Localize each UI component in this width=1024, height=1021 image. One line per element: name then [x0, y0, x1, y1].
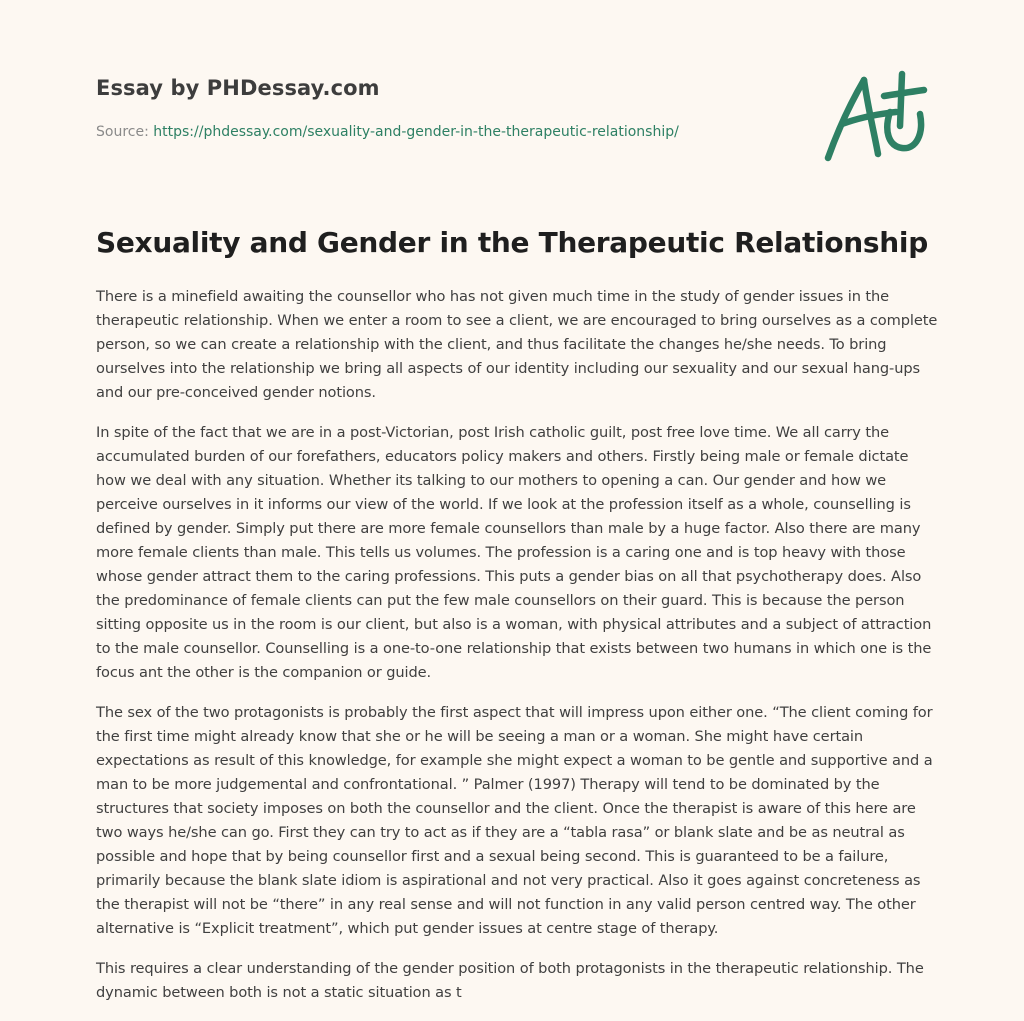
source-link[interactable]: https://phdessay.com/sexuality-and-gender-in-the-therapeutic-relationship/ [153, 124, 679, 140]
source-label: Source: [96, 124, 149, 140]
essay-paragraph: This requires a clear understanding of the gender position of both protagonists in the therapeutic relationship. The dynamic between both is not a static situation as t [96, 960, 924, 1001]
essay-body [96, 285, 941, 1021]
essay-paragraph: The sex of the two protagonists is probably the first aspect that will impress upon either one. “The client coming for the first time might already know that she or he will be seeing a man or a woman. She might have certain expectations as result of this knowledge, for example she might expect a woman to be gentle and supportive and a man to be more judgemental and confrontational. ” Palmer (1997) Therapy will tend to be dominated by the structures that society imposes on both the counsellor and the client. Once the therapist is aware of this here are two ways he/she can go. First they can try to act as if they are a “tabla rasa” or blank slate and be as neutral as possible and hope that by being counsellor first and a sexual being second. This is guaranteed to be a failure, primarily because the blank slate idiom is aspirational and not very practical. Also it goes against concreteness as the therapist will not be “there” in any real sense and will not function in any valid person centred way. The other alternative is “Explicit treatment”, which put gender issues at centre stage of therapy. [96, 704, 933, 937]
essay-title: Sexuality and Gender in the Therapeutic Relationship [96, 226, 928, 259]
essay-paragraph: There is a minefield awaiting the counsellor who has not given much time in the study of gender issues in the therapeutic relationship. When we enter a room to see a client, we are encouraged to bring ourselves as a complete person, so we can create a relationship with the client, and thus facilitate the changes he/she needs. To bring ourselves into the relationship we bring all aspects of our identity including our sexuality and our sexual hang-ups and our pre-conceived gender notions. [96, 288, 938, 401]
a-plus-logo-icon [820, 68, 930, 164]
essay-paragraph: In spite of the fact that we are in a post-Victorian, post Irish catholic guilt, post free love time. We all carry the accumulated burden of our forefathers, educators policy makers and others. Firstly being male or female dictate how we deal with any situation. Whether its talking to our mothers to opening a can. Our gender and how we perceive ourselves in it informs our view of the world. If we look at the profession itself as a whole, counselling is defined by gender. Simply put there are more female counsellors than male by a huge factor. Also there are many more female clients than male. This tells us volumes. The profession is a caring one and is top heavy with those whose gender attract them to the caring professions. This puts a gender bias on all that psychotherapy does. Also the predominance of female clients can put the few male counsellors on their guard. This is because the person sitting opposite us in the room is our client, but also is a woman, with physical attributes and a subject of attraction to the male counsellor. Counselling is a one-to-one relationship that exists between two humans in which one is the focus ant the other is the companion or guide. [96, 424, 932, 681]
source-line [96, 124, 679, 140]
site-brand-title: Essay by PHDessay.com [96, 76, 380, 100]
